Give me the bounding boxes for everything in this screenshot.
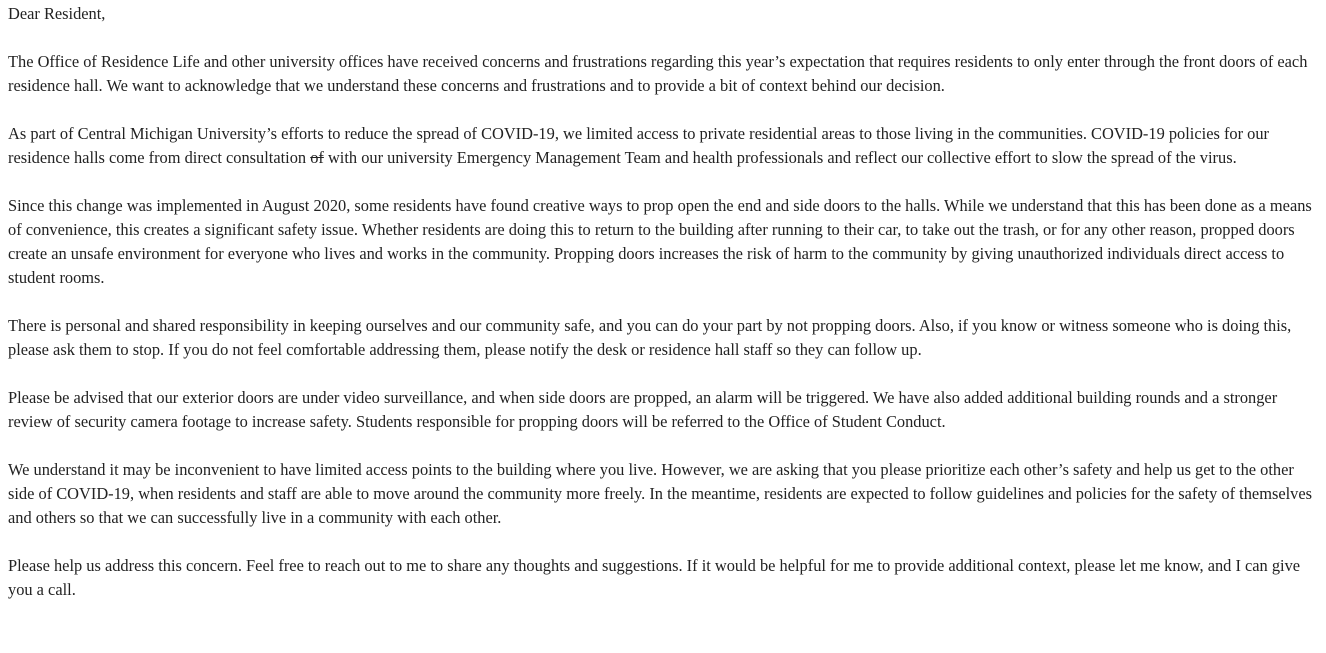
- paragraph-inconvenience: We understand it may be inconvenient to have limited access points to the building where you live. However, we are asking that you please prioritize each other’s safety and help us get to the other side of COVID-19, when residents and staff are able to move around the community more freely. In the meantime, residents are expected to follow guidelines and policies for the safety of themselves and others so that we can successfully live in a community with each other.: [8, 460, 1313, 527]
- paragraph-responsibility: There is personal and shared responsibility in keeping ourselves and our community safe, and you can do your part by not propping doors. Also, if you know or witness someone who is doing this, please ask them to stop. If you do not feel comfortable addressing them, please notify the desk or residence hall staff so they can follow up.: [8, 316, 1292, 359]
- paragraph-covid-policy-text-before: As part of Central Michigan University’s efforts to reduce the spread of COVID-19, we limited access to private residential areas to those living in the communities. COVID-19 policies for our residence halls come from direct consultation: [8, 124, 1269, 167]
- paragraph-covid-policy-text-after: with our university Emergency Management Team and health professionals and reflect our collective effort to slow the spread of the virus.: [323, 148, 1237, 167]
- paragraph-closing: Please help us address this concern. Feel free to reach out to me to share any thoughts and suggestions. If it would be helpful for me to provide additional context, please let me know, and I can give you a call.: [8, 556, 1301, 599]
- struck-through-word: of: [310, 148, 324, 167]
- paragraph-surveillance: Please be advised that our exterior doors are under video surveillance, and when side doors are propped, an alarm will be triggered. We have also added additional building rounds and a stronger review of security camera footage to increase safety. Students responsible for propping doors will be referred to the Office of Student Conduct.: [8, 388, 1278, 431]
- paragraph-covid-policy: [8, 122, 1318, 170]
- salutation: Dear Resident,: [8, 4, 106, 23]
- paragraph-context: The Office of Residence Life and other university offices have received concerns and frustrations regarding this year’s expectation that requires residents to only enter through the front doors of each residence hall. We want to acknowledge that we understand these concerns and frustrations and to provide a bit of context behind our decision.: [8, 52, 1308, 95]
- paragraph-propped-doors: Since this change was implemented in August 2020, some residents have found creative ways to prop open the end and side doors to the halls. While we understand that this has been done as a means of convenience, this creates a significant safety issue. Whether residents are doing this to return to the building after running to their car, to take out the trash, or for any other reason, propped doors create an unsafe environment for everyone who lives and works in the community. Propping doors increases the risk of harm to the community by giving unauthorized individuals direct access to student rooms.: [8, 196, 1312, 287]
